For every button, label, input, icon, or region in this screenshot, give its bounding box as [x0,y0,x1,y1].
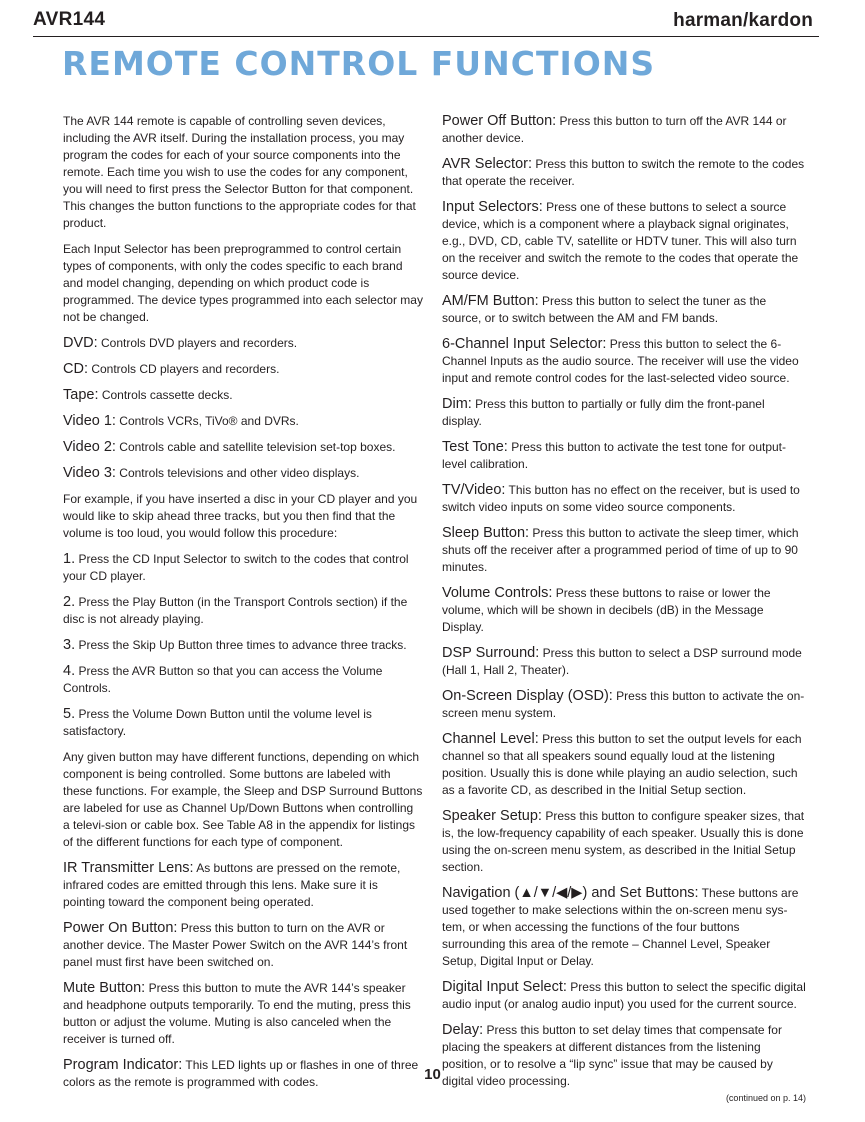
device-entry-text: Controls cassette decks. [101,388,233,402]
button-description-term: Sleep Button: [442,525,530,541]
button-description-13 [442,731,806,799]
button-description-5 [442,336,806,387]
button-description-text: Press this button to activate the sleep timer, which shuts off the receiver after a programmed period of time of up to 90 minutes. [442,526,799,574]
device-entry-text: Controls televisions and other video displays. [119,466,360,480]
device-entry-text: Controls DVD players and recorders. [101,336,298,350]
button-description-text: Press this button to set the output levels for each channel so that all speakers sound equally loud at the listening position. Usually this is done while playing an audio selection, such as a favorite CD, as described in the Initial Setup section. [442,732,802,797]
button-description-text: Press this button to turn off the AVR 144 or another device. [442,114,787,145]
button-description-1 [442,113,806,147]
procedure-step-4 [63,663,423,697]
device-entry-text: Controls CD players and recorders. [91,362,280,376]
button-description-text: Press this button to configure speaker sizes, that is, the low-frequency capability of each speaker. Usually this is done using the on-screen menu system, as described in the Initial Setup section. [442,809,805,874]
button-description-2 [63,920,423,971]
button-description-term: IR Transmitter Lens: [63,860,194,876]
button-description-term: TV/Video: [442,482,506,498]
button-description-text: Press one of these buttons to select a source device, which is a component where a playback signal originates, e.g., DVD, CD, cable TV, satellite or HDTV tuner. This will also turn on the receiver and switch the remote to the codes that operate the source device. [442,200,799,282]
button-description-9 [442,525,806,576]
procedure-step-5 [63,706,423,740]
procedure-step-term: 5. [63,706,76,722]
button-description-text: Press this button to mute the AVR 144’s speaker and headphone outputs temporarily. To end the muting, press this button or adjust the volume. Muting is also canceled when the receiver is turned off. [63,981,411,1046]
button-description-term: DSP Surround: [442,645,540,661]
button-description-15 [442,885,806,970]
button-description-7 [442,439,806,473]
device-entry-text: Controls VCRs, TiVo® and DVRs. [119,414,299,428]
button-description-text: As buttons are pressed on the remote, infrared codes are emitted through this lens. Make sure it is pointing toward the component being operated. [63,861,401,909]
button-description-term: Dim: [442,396,472,412]
procedure-step-text: Press the AVR Button so that you can access the Volume Controls. [63,664,383,695]
button-description-term: Input Selectors: [442,199,543,215]
button-description-text: These buttons are used together to make selections within the on-screen menu sys-tem, or when accessing the functions of the four buttons surrounding this area of the remote – Channel Level, Speaker Setup, Digital Input or Delay. [442,886,799,968]
button-description-term: AVR Selector: [442,156,532,172]
button-description-6 [442,396,806,430]
button-description-text: Press this button to partially or fully dim the front-panel display. [442,397,765,428]
button-description-term: Test Tone: [442,439,508,455]
button-description-term: Speaker Setup: [442,808,542,824]
device-entry-term: Video 2: [63,439,116,455]
device-entry-3 [63,387,423,404]
procedure-step-term: 4. [63,663,76,679]
procedure-step-3 [63,637,423,654]
left-column [63,113,423,1100]
device-entry-5 [63,439,423,456]
button-description-3 [442,199,806,284]
button-description-1 [63,860,423,911]
button-description-term: On-Screen Display (OSD): [442,688,613,704]
button-description-term: Delay: [442,1022,484,1038]
header-rule [33,36,819,37]
button-description-8 [442,482,806,516]
note-paragraph: Any given button may have different functions, depending on which component is being controlled. Some buttons are labeled with these functions. For example, the Sleep and DSP Surround Buttons are labeled for use as Channel Up/Down Buttons when controlling a televi-sion or cable box. See Table A8 in the appendix for listings of the different functions for each type of component. [63,750,423,849]
device-entry-term: CD: [63,361,88,377]
procedure-step-1 [63,551,423,585]
device-entry-term: Video 3: [63,465,116,481]
device-entry-2 [63,361,423,378]
button-description-term: Channel Level: [442,731,539,747]
device-entry-term: Video 1: [63,413,116,429]
button-description-text: Press these buttons to raise or lower the volume, which will be shown in decibels (dB) in the Message Display. [442,586,771,634]
button-description-16 [442,979,806,1013]
button-description-4 [442,293,806,327]
button-description-3 [63,980,423,1048]
button-description-text: Press this button to activate the test tone for output-level calibration. [442,440,787,471]
button-description-12 [442,688,806,722]
button-description-term: AM/FM Button: [442,293,539,309]
page-title: REMOTE CONTROL FUNCTIONS [62,44,656,83]
button-description-text: Press this button to select a DSP surround mode (Hall 1, Hall 2, Theater). [442,646,802,677]
brand-logo: harman/kardon [673,10,813,31]
procedure-step-text: Press the Play Button (in the Transport Controls section) if the disc is not already playing. [63,595,408,626]
button-description-term: Volume Controls: [442,585,553,601]
button-description-text: This LED lights up or flashes in one of three colors as the remote is programmed with codes. [63,1058,419,1089]
continued-note: (continued on p. 14) [725,1093,806,1103]
device-entry-term: DVD: [63,335,98,351]
button-description-2 [442,156,806,190]
model-name: AVR144 [33,9,106,30]
procedure-step-text: Press the Skip Up Button three times to advance three tracks. [78,638,407,652]
procedure-step-2 [63,594,423,628]
button-description-text: Press this button to select the specific digital audio input (or analog audio input) you used for the current source. [442,980,806,1011]
button-description-term: 6-Channel Input Selector: [442,336,607,352]
button-description-text: Press this button to select the tuner as the source, or to switch between the AM and FM bands. [442,294,767,325]
button-description-term: Mute Button: [63,980,146,996]
procedure-step-term: 1. [63,551,76,567]
device-entry-text: Controls cable and satellite television set-top boxes. [119,440,396,454]
example-paragraph: For example, if you have inserted a disc in your CD player and you would like to skip ahead three tracks, but you then find that the volume is too loud, you would follow this procedure: [63,492,418,540]
intro-paragraph-2: Each Input Selector has been preprogrammed to control certain types of components, with only the codes specific to each brand and model changing, depending on which product code is programmed. The device types programmed into each selector may not be changed. [63,242,423,324]
button-description-text: Press this button to select the 6-Channel Inputs as the audio source. The receiver will use the video input and remote control codes for the last-selected video source. [442,337,799,385]
button-description-term: Digital Input Select: [442,979,567,995]
right-column [442,113,806,1103]
button-description-10 [442,585,806,636]
page-number: 10 [424,1066,441,1083]
procedure-step-term: 3. [63,637,76,653]
button-description-term: Power On Button: [63,920,178,936]
button-description-text: Press this button to switch the remote to the codes that operate the receiver. [442,157,805,188]
button-description-term: Navigation (▲/▼/◀/▶) and Set Buttons: [442,885,699,901]
procedure-step-text: Press the Volume Down Button until the volume level is satisfactory. [63,707,372,738]
button-description-text: Press this button to activate the on-screen menu system. [442,689,805,720]
button-description-term: Program Indicator: [63,1057,183,1073]
procedure-step-term: 2. [63,594,76,610]
button-description-term: Power Off Button: [442,113,557,129]
button-description-11 [442,645,806,679]
button-description-14 [442,808,806,876]
device-entry-term: Tape: [63,387,99,403]
button-description-text: This button has no effect on the receiver, but is used to switch video inputs on some video source components. [442,483,800,514]
button-description-text: Press this button to turn on the AVR or another device. The Master Power Switch on the AVR 144’s front panel must first have been switched on. [63,921,408,969]
device-entry-1 [63,335,423,352]
button-description-text: Press this button to set delay times that compensate for placing the speakers at different distances from the listening position, or to resolve a “lip sync” issue that may be caused by digital video processing. [442,1023,782,1088]
device-entry-4 [63,413,423,430]
procedure-step-text: Press the CD Input Selector to switch to the codes that control your CD player. [63,552,409,583]
intro-paragraph-1: The AVR 144 remote is capable of controlling seven devices, including the AVR itself. During the installation process, you may program the codes for each of your source components into the remote. Each time you wish to use the codes for any component, you will need to first press the Selector Button for that component. This changes the button functions to the appropriate codes for that product. [63,114,416,230]
device-entry-6 [63,465,423,482]
